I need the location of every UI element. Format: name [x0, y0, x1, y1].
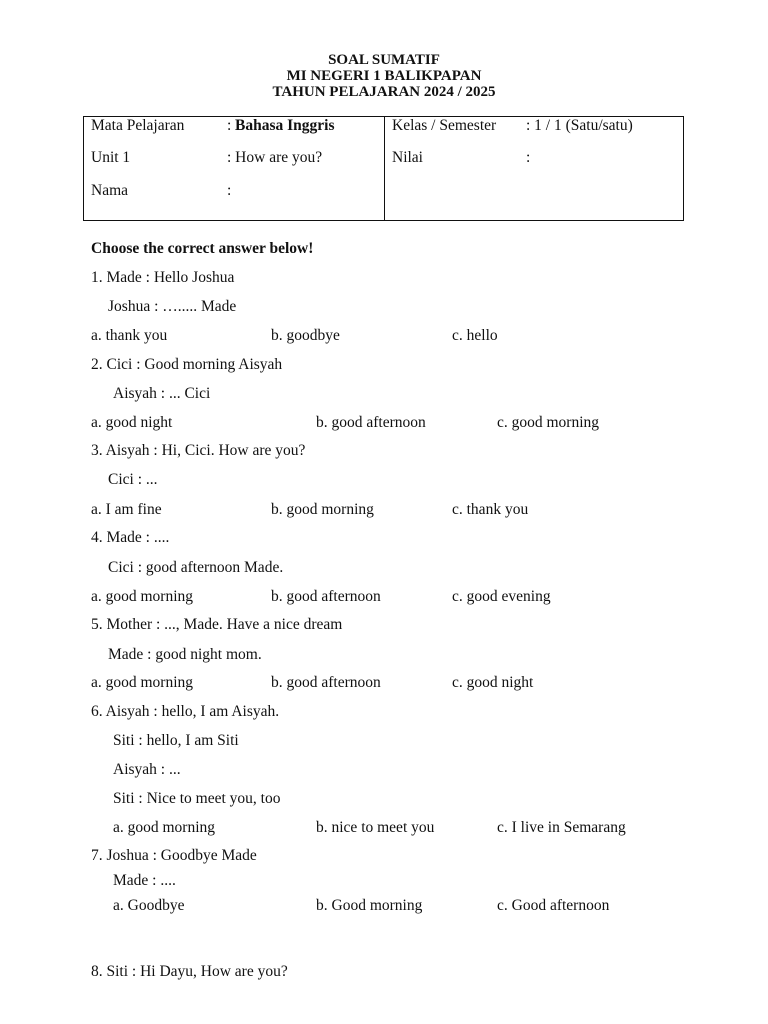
name-value: :: [227, 182, 232, 199]
question-2-option-b: b. good afternoon: [316, 414, 426, 431]
question-7-option-b: b. Good morning: [316, 897, 423, 914]
question-1-line-1: 1. Made : Hello Joshua: [91, 269, 235, 286]
question-7-option-c: c. Good afternoon: [497, 897, 610, 914]
question-6-option-b: b. nice to meet you: [316, 819, 435, 836]
unit-label: Unit 1: [91, 149, 131, 166]
name-label: Nama: [91, 182, 129, 199]
question-1-line-2: Joshua : …..... Made: [108, 298, 237, 315]
question-6-option-a: a. good morning: [113, 819, 216, 836]
question-4-option-c: c. good evening: [452, 588, 551, 605]
question-5-line-1: 5. Mother : ..., Made. Have a nice dream: [91, 616, 343, 633]
school-name: MI NEGERI 1 BALIKPAPAN: [286, 68, 482, 84]
question-5-line-2: Made : good night mom.: [108, 646, 262, 663]
question-2-option-c: c. good morning: [497, 414, 600, 431]
subject-colon: :: [227, 117, 232, 134]
question-5-option-a: a. good morning: [91, 674, 194, 691]
score-value: :: [526, 149, 531, 166]
question-7-option-a: a. Goodbye: [113, 897, 185, 914]
class-label: Kelas / Semester: [392, 117, 497, 134]
question-3-line-2: Cici : ...: [108, 471, 158, 488]
question-4-line-1: 4. Made : ....: [91, 529, 170, 546]
unit-value: : How are you?: [227, 149, 323, 166]
question-4-option-a: a. good morning: [91, 588, 194, 605]
score-label: Nilai: [392, 149, 423, 166]
question-8-line-1: 8. Siti : Hi Dayu, How are you?: [91, 963, 288, 980]
question-7-line-2: Made : ....: [113, 872, 176, 889]
question-2-option-a: a. good night: [91, 414, 173, 431]
question-7-line-1: 7. Joshua : Goodbye Made: [91, 847, 257, 864]
question-4-line-2: Cici : good afternoon Made.: [108, 559, 284, 576]
question-3-option-b: b. good morning: [271, 501, 374, 518]
question-6-line-3: Aisyah : ...: [113, 761, 181, 778]
question-6-line-1: 6. Aisyah : hello, I am Aisyah.: [91, 703, 280, 720]
question-5-option-b: b. good afternoon: [271, 674, 381, 691]
question-1-option-c: c. hello: [452, 327, 498, 344]
question-6-option-c: c. I live in Semarang: [497, 819, 626, 836]
document-title: SOAL SUMATIF: [328, 52, 440, 68]
subject-value: Bahasa Inggris: [235, 117, 335, 134]
question-5-option-c: c. good night: [452, 674, 534, 691]
instruction: Choose the correct answer below!: [91, 240, 314, 257]
question-3-option-a: a. I am fine: [91, 501, 162, 518]
question-2-line-1: 2. Cici : Good morning Aisyah: [91, 356, 283, 373]
class-value: : 1 / 1 (Satu/satu): [526, 117, 633, 134]
question-1-option-a: a. thank you: [91, 327, 168, 344]
info-table-divider: [384, 116, 385, 221]
academic-year: TAHUN PELAJARAN 2024 / 2025: [272, 84, 496, 100]
question-2-line-2: Aisyah : ... Cici: [113, 385, 211, 402]
question-4-option-b: b. good afternoon: [271, 588, 381, 605]
question-1-option-b: b. goodbye: [271, 327, 340, 344]
question-6-line-2: Siti : hello, I am Siti: [113, 732, 239, 749]
question-6-line-4: Siti : Nice to meet you, too: [113, 790, 281, 807]
question-3-option-c: c. thank you: [452, 501, 529, 518]
question-3-line-1: 3. Aisyah : Hi, Cici. How are you?: [91, 442, 306, 459]
subject-label: Mata Pelajaran: [91, 117, 185, 134]
